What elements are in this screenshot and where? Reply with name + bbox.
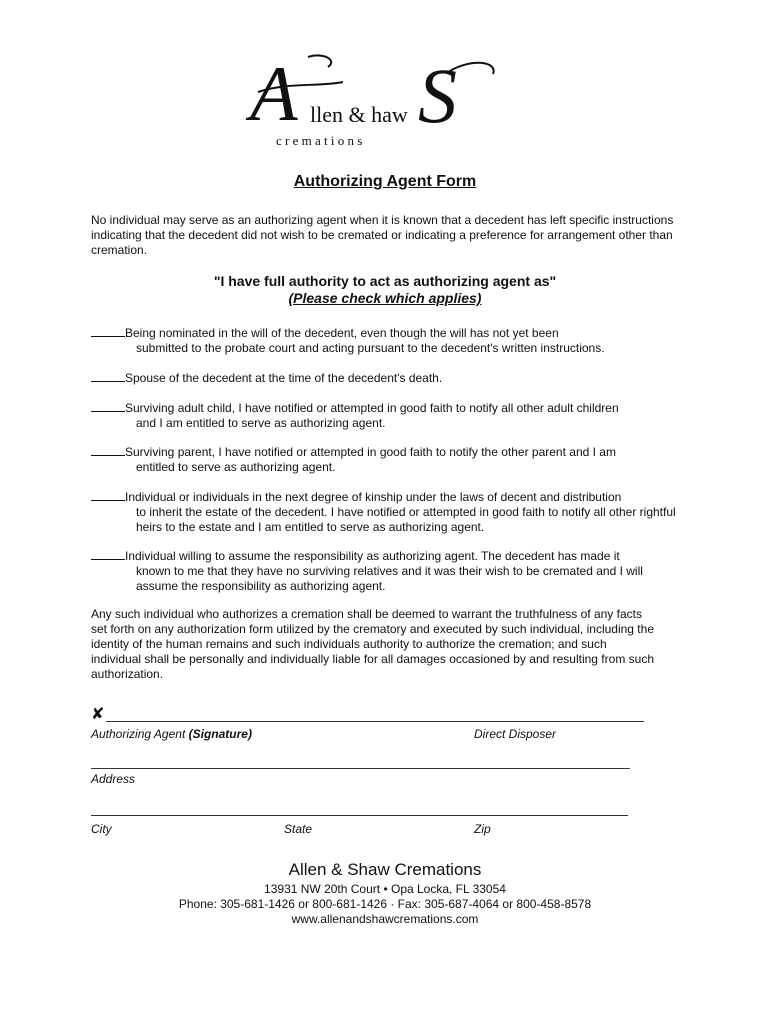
authority-heading-block — [0, 273, 770, 307]
check-blank[interactable] — [91, 489, 125, 501]
option-willing-individual — [91, 548, 681, 594]
option-text: Spouse of the decedent at the time of the decedent's death. — [125, 371, 443, 385]
form-title: Authorizing Agent Form — [293, 173, 477, 190]
option-next-of-kin — [91, 489, 681, 535]
option-text: Being nominated in the will of the decedent, even though the will has not yet been — [125, 326, 559, 340]
direct-disposer-label: Direct Disposer — [474, 727, 557, 741]
intro-paragraph: No individual may serve as an authorizing agent when it is known that a decedent has left specific instructions indicating that the decedent did not wish to be cremated or indicating a preference for arrangement other than cremation. — [91, 213, 674, 257]
check-blank[interactable] — [91, 370, 125, 382]
city-state-zip-line[interactable] — [91, 815, 628, 816]
state-label: State — [284, 822, 313, 836]
option-text-continued: to inherit the estate of the decedent. I have notified or attempted in good faith to notify all other rightful heirs to the estate and I am entitled to serve as authorizing agent. — [136, 505, 676, 534]
option-text-continued: submitted to the probate court and acting pursuant to the decedent's written instructions. — [136, 341, 605, 355]
disclaimer-paragraph: Any such individual who authorizes a cremation shall be deemed to warrant the truthfulness of any facts set forth on any authorization form utilized by the crematory and executed by such individual, including the identity of the human remains and such individuals authority to authorize the cremation; and such individual shall be personally and individually liable for all damages occasioned by and resulting from such authorization. — [91, 607, 654, 681]
option-text-continued: and I am entitled to serve as authorizing agent. — [136, 416, 386, 430]
logo-brand-line2: c r e m a t i o n s — [276, 133, 363, 148]
option-adult-child — [91, 400, 681, 431]
option-text: Individual willing to assume the responsibility as authorizing agent. The decedent has made it — [125, 549, 620, 563]
authority-heading: "I have full authority to act as authorizing agent as" — [213, 273, 557, 289]
check-blank[interactable] — [91, 400, 125, 412]
zip-label: Zip — [474, 822, 491, 836]
agent-signature-label: Authorizing Agent (Signature) — [91, 727, 252, 741]
address-label: Address — [91, 772, 136, 786]
option-will-nominee — [91, 325, 681, 356]
option-text-continued: known to me that they have no surviving relatives and it was their wish to be cremated and I will assume the responsibility as authorizing agent. — [136, 564, 643, 593]
logo-initial-a: A — [250, 50, 298, 137]
company-website[interactable]: www.allenandshawcremations.com — [291, 912, 479, 926]
company-address: 13931 NW 20th Court • Opa Locka, FL 33054 — [264, 882, 506, 896]
logo-initial-s: S — [418, 52, 457, 139]
authority-subheading: (Please check which applies) — [288, 290, 482, 306]
option-text: Individual or individuals in the next degree of kinship under the laws of decent and distribution — [125, 490, 622, 504]
company-name: Allen & Shaw Cremations — [288, 860, 482, 879]
city-label: City — [91, 822, 112, 836]
option-spouse — [91, 370, 681, 386]
logo-graphic — [248, 52, 523, 152]
address-line[interactable] — [91, 768, 630, 769]
check-blank[interactable] — [91, 444, 125, 456]
logo-brand-line1: llen & haw — [310, 102, 408, 127]
option-text-continued: entitled to serve as authorizing agent. — [136, 460, 336, 474]
signature-line[interactable] — [106, 721, 644, 722]
check-blank[interactable] — [91, 325, 125, 337]
option-text: Surviving adult child, I have notified or attempted in good faith to notify all other adult children — [125, 401, 619, 415]
company-phone-fax: Phone: 305-681-1426 or 800-681-1426 · Fax: 305-687-4064 or 800-458-8578 — [178, 897, 592, 911]
allen-shaw-logo — [248, 52, 523, 152]
option-parent — [91, 444, 681, 475]
option-text: Surviving parent, I have notified or attempted in good faith to notify the other parent and I am — [125, 445, 616, 459]
signature-x-icon: ✘ — [91, 706, 105, 723]
check-blank[interactable] — [91, 548, 125, 560]
